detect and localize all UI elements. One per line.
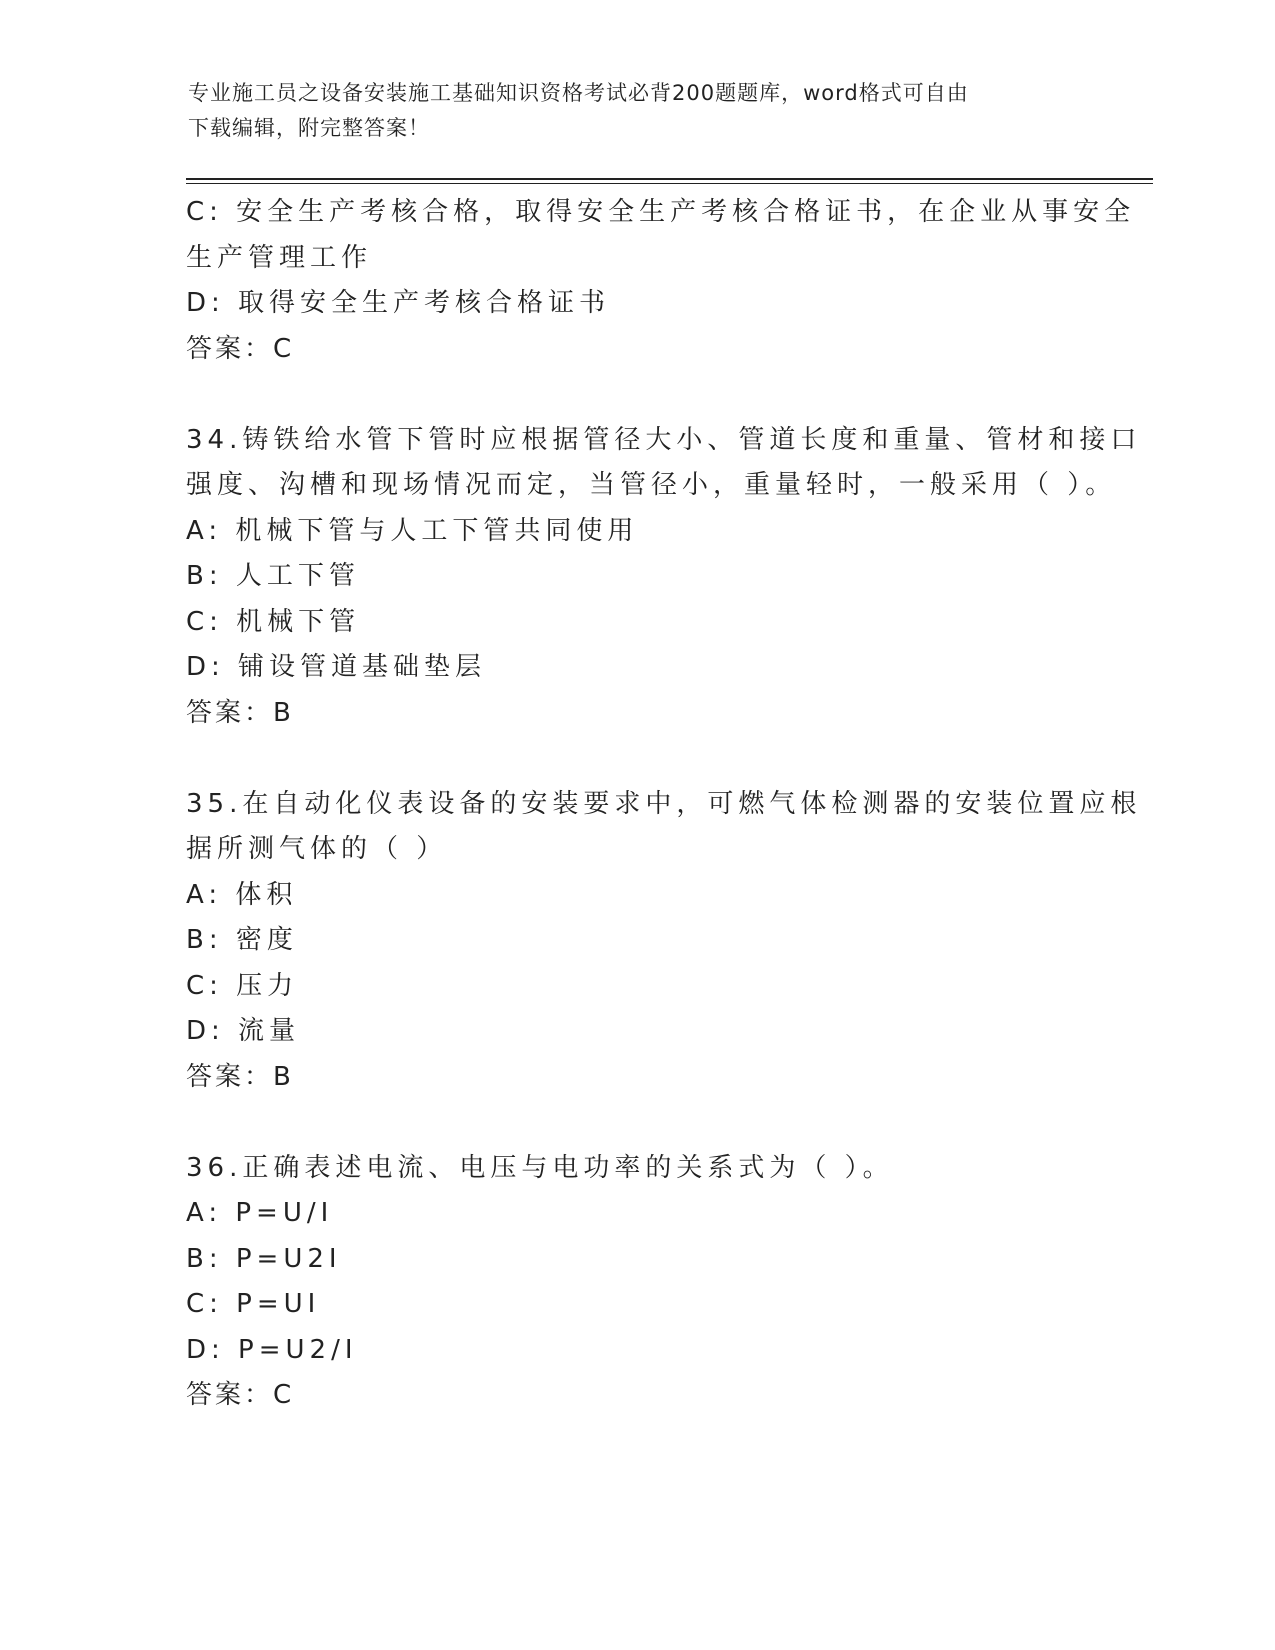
question-35-option-c: C: 压力: [186, 970, 299, 1001]
question-33-option-c-line-1: C: 安全生产考核合格，取得安全生产考核合格证书，在企业从事安全: [186, 197, 1136, 227]
question-34-option-d: D: 铺设管道基础垫层: [186, 652, 487, 682]
question-33-answer: 答案：C: [186, 333, 295, 364]
question-35-option-d: D: 流量: [186, 1016, 301, 1046]
question-34-stem-line-2: 强度、沟槽和现场情况而定，当管径小，重量轻时，一般采用（ ）。: [186, 470, 1117, 500]
question-36-option-c: C: P=UI: [186, 1289, 321, 1319]
header-title-line-1: 专业施工员之设备安装施工基础知识资格考试必背200题题库，word格式可自由: [188, 81, 969, 105]
question-34-stem-line-1: 34.铸铁给水管下管时应根据管径大小、管道长度和重量、管材和接口: [186, 424, 1142, 455]
spacer: [186, 1100, 1086, 1146]
question-34-option-c: C: 机械下管: [186, 606, 361, 637]
question-35-option-a: A: 体积: [186, 879, 298, 910]
question-35-stem-line-1: 35.在自动化仪表设备的安装要求中，可燃气体检测器的安装位置应根: [186, 788, 1142, 819]
header-divider-thin: [186, 183, 1153, 184]
question-35-block: [186, 782, 1142, 1101]
question-34-option-a: A: 机械下管与人工下管共同使用: [186, 515, 639, 546]
spacer: [186, 736, 1086, 782]
question-36-option-a: A: P=U/I: [186, 1198, 334, 1228]
document-header: [188, 76, 1088, 146]
question-33-block: [186, 190, 1136, 372]
header-title-line-2: 下载编辑，附完整答案！: [188, 116, 430, 140]
header-divider-thick: [186, 178, 1153, 180]
document-body: [186, 190, 1142, 1419]
question-34-block: [186, 418, 1142, 737]
question-34-option-b: B: 人工下管: [186, 561, 360, 591]
spacer: [186, 372, 1086, 418]
question-36-option-b: B: P=U2I: [186, 1243, 342, 1274]
question-36-stem-line-1: 36.正确表述电流、电压与电功率的关系式为（ ）。: [186, 1152, 894, 1183]
question-36-option-d: D: P=U2/I: [186, 1334, 358, 1365]
question-35-option-b: B: 密度: [186, 925, 298, 955]
question-36-answer: 答案：C: [186, 1380, 295, 1410]
question-33-option-c-line-2: 生产管理工作: [186, 242, 373, 273]
question-36-block: [186, 1146, 1086, 1419]
question-35-stem-line-2: 据所测气体的（ ）: [186, 834, 448, 864]
question-34-answer: 答案：B: [186, 697, 294, 728]
question-33-option-d: D: 取得安全生产考核合格证书: [186, 288, 611, 318]
question-35-answer: 答案：B: [186, 1061, 294, 1092]
